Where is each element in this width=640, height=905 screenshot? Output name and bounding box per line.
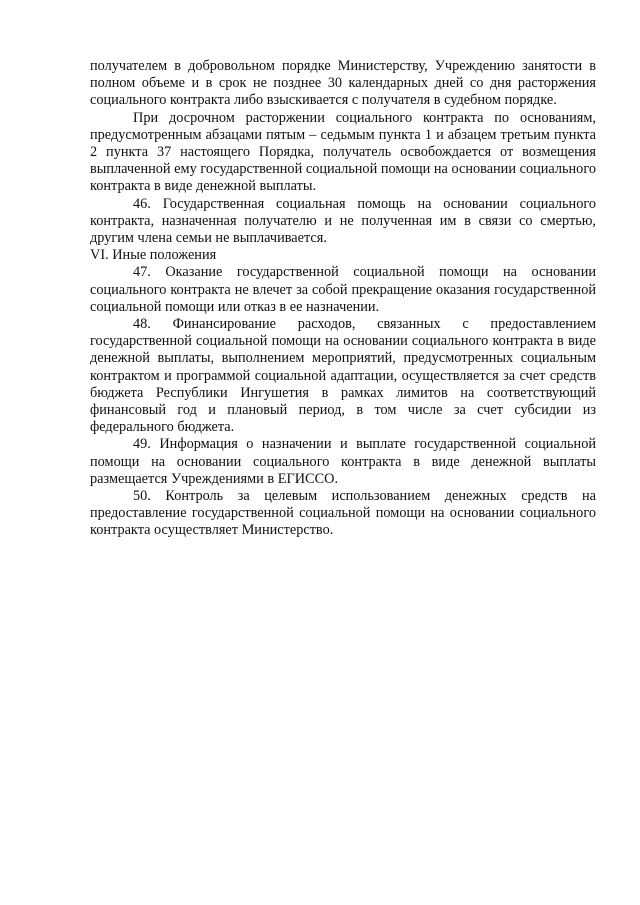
paragraph-50: 50. Контроль за целевым использованием денежных средств на предоставление государственной социальной помощи на основании социального контракта осуществляет Министерство. xyxy=(90,488,596,539)
paragraph-48: 48. Финансирование расходов, связанных с предоставлением государственной социальной помощи на основании социального контракта в виде денежной выплаты, выполнением мероприятий, предусмотренных социальным контрактом и программой социальной адаптации, осуществляется за счет средств бюджета Республики Ингушетия в рамках лимитов на соответствующий финансовый год и плановый период, в том числе за счет субсидии из федерального бюджета. xyxy=(90,316,596,436)
paragraph-early-termination: При досрочном расторжении социального контракта по основаниям, предусмотренным абзацами пятым – седьмым пункта 1 и абзацем третьим пункта 2 пункта 37 настоящего Порядка, получатель освобождается от возмещения выплаченной ему государственной социальной помощи на основании социального контракта в виде денежной выплаты. xyxy=(90,109,596,195)
paragraph-49: 49. Информация о назначении и выплате государственной социальной помощи на основании социального контракта в виде денежной выплаты размещается Учреждениями в ЕГИССО. xyxy=(90,436,596,487)
document-page xyxy=(90,58,596,540)
section-heading: VI. Иные положения xyxy=(90,247,217,264)
paragraph-47: 47. Оказание государственной социальной помощи на основании социального контракта не влечет за собой прекращение оказания государственной социальной помощи или отказ в ее назначении. xyxy=(90,264,596,315)
paragraph-continuation: получателем в добровольном порядке Министерству, Учреждению занятости в полном объеме и в срок не позднее 30 календарных дней со дня расторжения социального контракта либо взыскивается с получателя в судебном порядке. xyxy=(90,58,596,109)
paragraph-46: 46. Государственная социальная помощь на основании социального контракта, назначенная получателю и не полученная им в связи со смертью, другим члена семьи не выплачивается. xyxy=(90,195,596,247)
